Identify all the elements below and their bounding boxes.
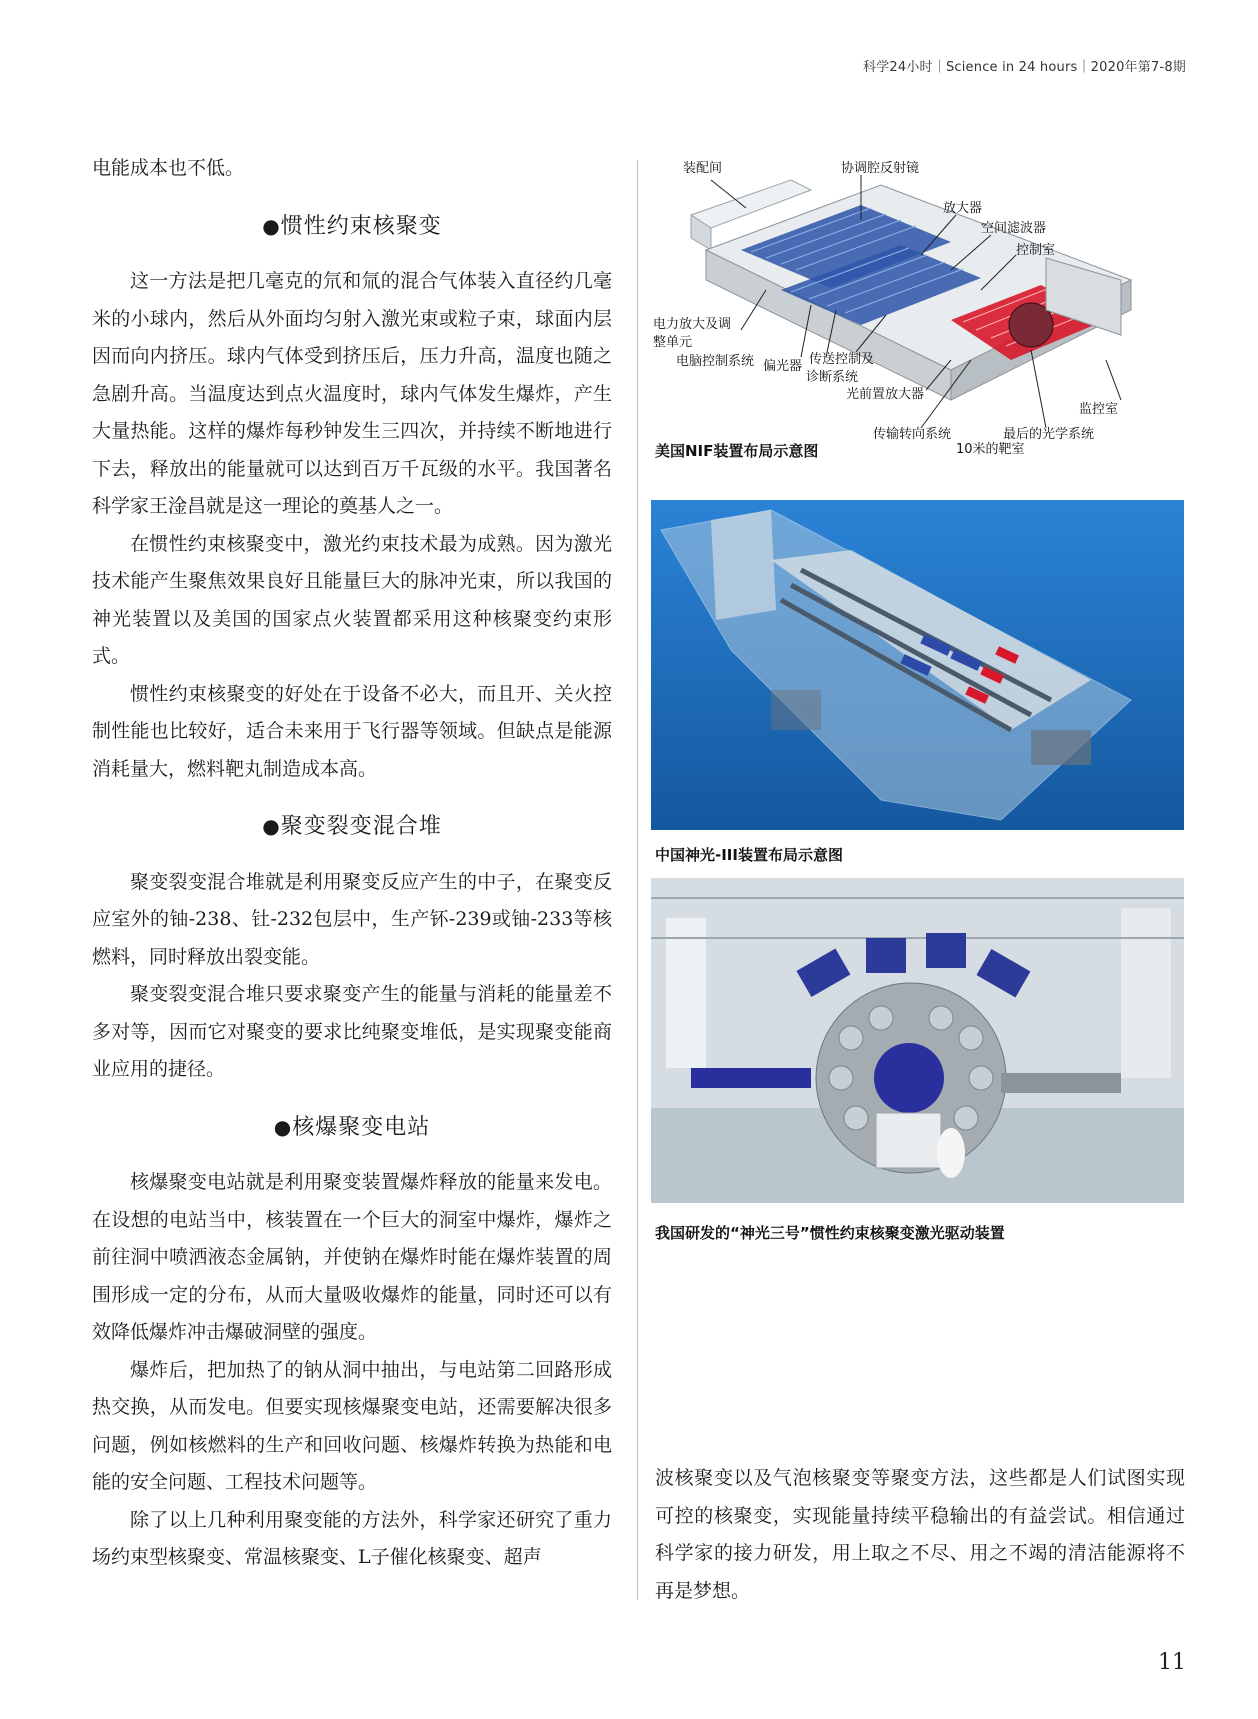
page-number: 11 <box>1158 1650 1186 1675</box>
label-monitor-room: 监控室 <box>1079 402 1119 417</box>
label-control-room: 控制室 <box>1016 243 1056 258</box>
right-column-text <box>655 1460 1185 1610</box>
left-column <box>92 150 612 1577</box>
label-cavity-mirror: 协调腔反射镜 <box>841 161 920 176</box>
shenguang-layout-caption: 中国神光-III装置布局示意图 <box>655 846 843 864</box>
section-heading-hybrid: ●聚变裂变混合堆 <box>262 814 442 839</box>
paragraph: 这一方法是把几毫克的氘和氚的混合气体装入直径约几毫米的小球内，然后从外面均匀射入激光束或粒子束，球面内层因而向内挤压。球内气体受到挤压后，压力升高，温度也随之急剧升高。当温度达到点火温度时，球内气体发生爆炸，产生大量热能。这样的爆炸每秒钟发生三四次，并持续不断地进行下去，释放出的能量就可以达到百万千瓦级的水平。我国著名科学家王淦昌就是这一理论的奠基人之一。 <box>92 270 612 517</box>
paragraph: 爆炸后，把加热了的钠从洞中抽出，与电站第二回路形成热交换，从而发电。但要实现核爆聚变电站，还需要解决很多问题，例如核燃料的生产和回收问题、核爆炸转换为热能和电能的安全问题、工程技术问题等。 <box>92 1358 612 1493</box>
label-transport: 传输转向系统 <box>873 427 952 442</box>
running-header: 科学24小时｜Science in 24 hours｜2020年第7-8期 <box>863 60 1186 75</box>
label-assembly: 装配间 <box>683 161 723 176</box>
label-final-optics: 最后的光学系统 <box>1003 427 1095 442</box>
paragraph: 在惯性约束核聚变中，激光约束技术最为成熟。因为激光技术能产生聚焦效果良好且能量巨大的脉冲光束，所以我国的神光装置以及美国的国家点火装置都采用这种核聚变约束形式。 <box>92 532 612 667</box>
section-heading-inertial: ●惯性约束核聚变 <box>262 213 442 239</box>
paragraph: 核爆聚变电站就是利用聚变装置爆炸释放的能量来发电。在设想的电站当中，核装置在一个巨大的洞室中爆炸，爆炸之前往洞中喷洒液态金属钠，并使钠在爆炸时能在爆炸装置的周围形成一定的分布，从而大量吸收爆炸的能量，同时还可以有效降低爆炸冲击爆破洞壁的强度。 <box>92 1171 612 1343</box>
label-polarizer: 偏光器 <box>763 359 803 374</box>
paragraph: 聚变裂变混合堆只要求聚变产生的能量与消耗的能量差不多对等，因而它对聚变的要求比纯聚变堆低，是实现聚变能商业应用的捷径。 <box>92 983 612 1080</box>
label-pre-amplifier: 光前置放大器 <box>846 387 925 402</box>
label-spatial-filter: 空间滤波器 <box>981 221 1047 236</box>
shenguang-photo-figure <box>651 878 1184 1203</box>
label-power-amp-2: 整单元 <box>653 335 693 350</box>
paragraph: 聚变裂变混合堆就是利用聚变反应产生的中子，在聚变反应室外的铀-238、钍-232包层中，生产钚-239或铀-233等核燃料，同时释放出裂变能。 <box>92 870 612 968</box>
shenguang-photo-caption: 我国研发的“神光三号”惯性约束核聚变激光驱动装置 <box>655 1224 1005 1242</box>
label-target-chamber: 10米的靶室 <box>956 442 1025 457</box>
label-power-amp-1: 电力放大及调 <box>653 317 732 332</box>
section-heading-explosion-plant: ●核爆聚变电站 <box>273 1114 431 1140</box>
paragraph: 除了以上几种利用聚变能的方法外，科学家还研究了重力场约束型核聚变、常温核聚变、L子催化核聚变、超声 <box>92 1508 612 1568</box>
shenguang-layout-figure <box>651 500 1184 830</box>
label-amplifier: 放大器 <box>943 201 983 216</box>
nif-caption: 美国NIF装置布局示意图 <box>655 442 819 460</box>
shenguang-photo-image <box>651 878 1184 1203</box>
shenguang-layout-image <box>651 500 1184 830</box>
paragraph: 惯性约束核聚变的好处在于设备不必大，而且开、关火控制性能也比较好，适合未来用于飞行器等领域。但缺点是能源消耗量大，燃料靶丸制造成本高。 <box>92 682 612 780</box>
label-diagnostic: 诊断系统 <box>806 370 859 385</box>
paragraph-intro: 电能成本也不低。 <box>92 157 245 179</box>
paragraph-closing: 波核聚变以及气泡核聚变等聚变方法，这些都是人们试图实现可控的核聚变，实现能量持续平稳输出的有益尝试。相信通过科学家的接力研发，用上取之不尽、用之不竭的清洁能源将不再是梦想。 <box>655 1467 1185 1602</box>
label-computer-control: 电脑控制系统 <box>676 354 755 369</box>
column-divider <box>637 160 638 1600</box>
label-transmit-control: 传送控制及 <box>809 352 875 367</box>
